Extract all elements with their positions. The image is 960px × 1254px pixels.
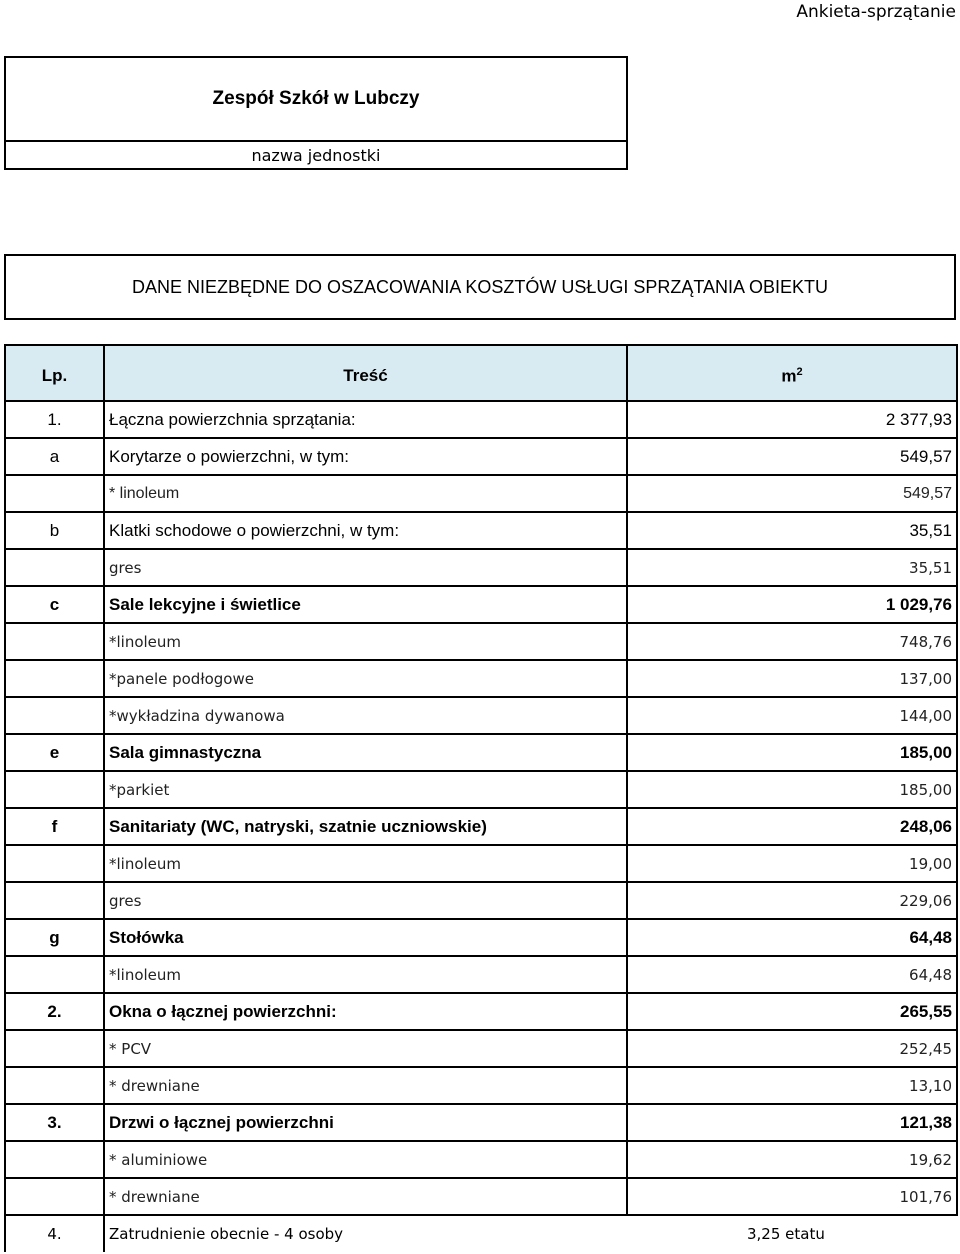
row-lp — [5, 1067, 104, 1104]
row-value: 248,06 — [627, 808, 957, 845]
row-lp: g — [5, 919, 104, 956]
row-value: 101,76 — [627, 1178, 957, 1215]
row-value: 19,00 — [627, 845, 957, 882]
row-value: 19,62 — [627, 1141, 957, 1178]
row-lp: 3. — [5, 1104, 104, 1141]
row-lp — [5, 475, 104, 512]
row-value: 121,38 — [627, 1104, 957, 1141]
table-row — [5, 512, 957, 549]
table-row — [5, 549, 957, 586]
row-desc: *panele podłogowe — [104, 660, 627, 697]
row-value: 2 377,93 — [627, 401, 957, 438]
table-row — [5, 1215, 957, 1252]
row-value: 1 029,76 — [627, 586, 957, 623]
table-row — [5, 919, 957, 956]
row-value: 549,57 — [627, 438, 957, 475]
row-desc: * linoleum — [104, 475, 627, 512]
row-lp: 4. — [5, 1215, 104, 1252]
row-desc: Łączna powierzchnia sprzątania: — [104, 401, 627, 438]
row-desc: Okna o łącznej powierzchni: — [104, 993, 627, 1030]
table-row — [5, 623, 957, 660]
header-lp: Lp. — [5, 345, 104, 401]
document-name: Ankieta-sprzątanie — [796, 2, 956, 22]
header-desc: Treść — [104, 345, 627, 401]
table-row — [5, 993, 957, 1030]
row-lp — [5, 623, 104, 660]
row-lp — [5, 697, 104, 734]
table-row — [5, 771, 957, 808]
cleaning-data-table — [4, 344, 958, 1252]
row-value: 3,25 etatu — [747, 1225, 825, 1243]
row-value: 137,00 — [627, 660, 957, 697]
row-lp — [5, 1178, 104, 1215]
row-value: 252,45 — [627, 1030, 957, 1067]
table-row — [5, 734, 957, 771]
table-row — [5, 1178, 957, 1215]
table-row — [5, 882, 957, 919]
row-value: 144,00 — [627, 697, 957, 734]
row-lp: f — [5, 808, 104, 845]
row-value: 748,76 — [627, 623, 957, 660]
table-header-row — [5, 345, 957, 401]
institution-name: Zespół Szkół w Lubczy — [212, 88, 420, 109]
row-lp — [5, 1141, 104, 1178]
row-lp — [5, 771, 104, 808]
row-value: 265,55 — [627, 993, 957, 1030]
table-row — [5, 956, 957, 993]
row-value: 13,10 — [627, 1067, 957, 1104]
row-lp — [5, 882, 104, 919]
table-row — [5, 845, 957, 882]
table-row — [5, 1030, 957, 1067]
row-desc: *wykładzina dywanowa — [104, 697, 627, 734]
table-row — [5, 401, 957, 438]
row-desc: *linoleum — [104, 845, 627, 882]
row-lp: b — [5, 512, 104, 549]
table-row — [5, 475, 957, 512]
row-value: 229,06 — [627, 882, 957, 919]
row-lp: e — [5, 734, 104, 771]
row-desc: Sala gimnastyczna — [104, 734, 627, 771]
table-row — [5, 1104, 957, 1141]
row-lp — [5, 549, 104, 586]
row-desc: Klatki schodowe o powierzchni, w tym: — [104, 512, 627, 549]
row-desc: Stołówka — [104, 919, 627, 956]
row-desc: *linoleum — [104, 956, 627, 993]
header-unit-sup: 2 — [796, 365, 803, 378]
row-lp — [5, 660, 104, 697]
row-desc: * PCV — [104, 1030, 627, 1067]
row-value: 35,51 — [627, 549, 957, 586]
table-row — [5, 1067, 957, 1104]
row-value: 64,48 — [627, 956, 957, 993]
row-lp: a — [5, 438, 104, 475]
row-desc: gres — [104, 549, 627, 586]
table-row — [5, 438, 957, 475]
table-row — [5, 586, 957, 623]
row-desc: Sanitariaty (WC, natryski, szatnie uczniowskie) — [104, 808, 627, 845]
institution-name-box — [4, 56, 628, 142]
row-desc: Drzwi o łącznej powierzchni — [104, 1104, 627, 1141]
row-value: 185,00 — [627, 734, 957, 771]
header-unit-text: m — [781, 366, 797, 386]
row-desc: Zatrudnienie obecnie - 4 osoby — [104, 1215, 627, 1252]
header-unit — [627, 345, 957, 401]
table-row — [5, 660, 957, 697]
row-desc: * aluminiowe — [104, 1141, 627, 1178]
row-desc: gres — [104, 882, 627, 919]
row-lp: 2. — [5, 993, 104, 1030]
row-value: 35,51 — [627, 512, 957, 549]
row-lp — [5, 1030, 104, 1067]
row-value: 549,57 — [627, 475, 957, 512]
row-value: 185,00 — [627, 771, 957, 808]
institution-caption-box — [4, 140, 628, 170]
row-desc: Sale lekcyjne i świetlice — [104, 586, 627, 623]
table-row — [5, 697, 957, 734]
section-title-box — [4, 254, 956, 320]
table-row — [5, 1141, 957, 1178]
row-desc: * drewniane — [104, 1178, 627, 1215]
row-desc: *parkiet — [104, 771, 627, 808]
row-desc: Korytarze o powierzchni, w tym: — [104, 438, 627, 475]
row-lp: 1. — [5, 401, 104, 438]
row-lp — [5, 845, 104, 882]
table-row — [5, 808, 957, 845]
row-value: 64,48 — [627, 919, 957, 956]
row-lp — [5, 956, 104, 993]
institution-caption: nazwa jednostki — [251, 145, 381, 165]
section-title: DANE NIEZBĘDNE DO OSZACOWANIA KOSZTÓW USŁUGI SPRZĄTANIA OBIEKTU — [131, 276, 829, 297]
row-lp: c — [5, 586, 104, 623]
row-desc: * drewniane — [104, 1067, 627, 1104]
row-desc: *linoleum — [104, 623, 627, 660]
